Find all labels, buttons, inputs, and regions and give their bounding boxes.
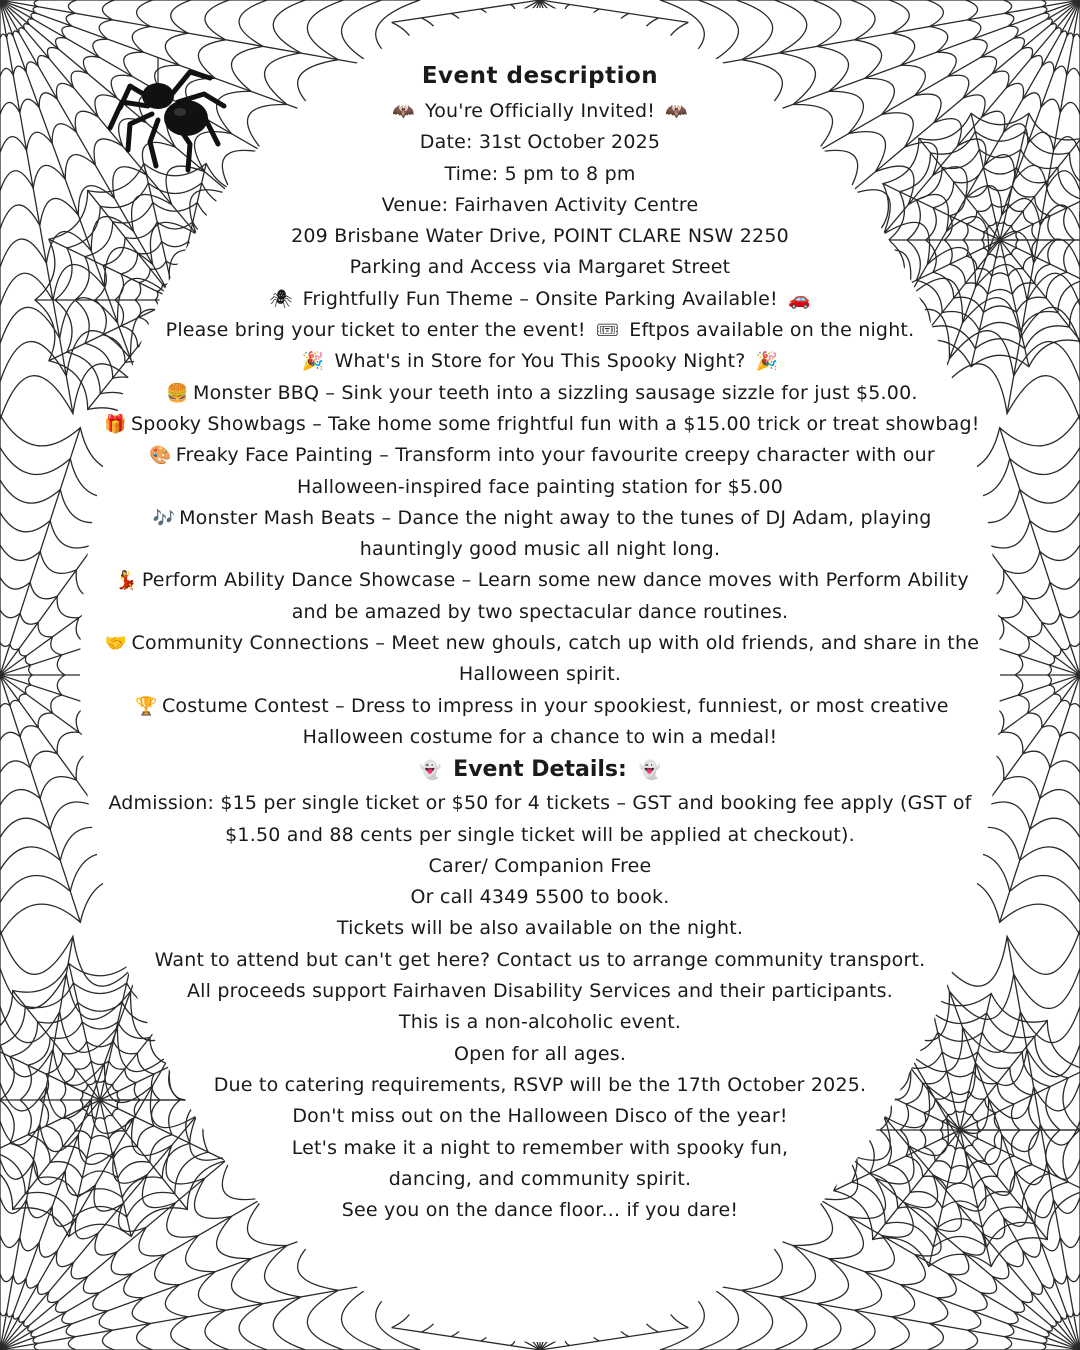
bat-icon: 🦇 <box>392 101 415 122</box>
list-item <box>100 503 980 566</box>
list-item <box>100 565 980 628</box>
store-heading-text: What's in Store for You This Spooky Night? <box>334 350 746 373</box>
ghost-icon: 👻 <box>638 760 661 782</box>
dont-miss-text: Don't miss out on the Halloween Disco of the year! <box>292 1105 788 1128</box>
list-item <box>100 691 980 754</box>
gift-icon: 🎁 <box>104 413 128 435</box>
ghost-icon: 👻 <box>419 760 442 782</box>
address-line: 209 Brisbane Water Drive, POINT CLARE NSW 2250 <box>291 225 789 248</box>
burger-icon: 🍔 <box>166 382 190 404</box>
remember-text-a: Let's make it a night to remember with spooky fun, <box>291 1136 789 1159</box>
theme-text: Frightfully Fun Theme – Onsite Parking Available! <box>302 287 778 310</box>
theme-line <box>100 284 980 315</box>
venue-line: Venue: Fairhaven Activity Centre <box>381 193 699 216</box>
music-notes-icon: 🎶 <box>152 507 176 529</box>
carer-text: Carer/ Companion Free <box>428 854 652 877</box>
event-description <box>100 56 980 1226</box>
list-item <box>100 378 980 409</box>
list-item-text: Community Connections – Meet new ghouls, catch up with old friends, and share in the Halloween spirit. <box>131 632 980 686</box>
event-details-heading <box>100 753 980 788</box>
list-item <box>100 440 980 503</box>
list-item-text: Freaky Face Painting – Transform into your favourite creepy character with our Halloween-inspired face painting station for $5.00 <box>175 444 935 498</box>
bat-icon: 🦇 <box>665 101 688 122</box>
non-alcoholic-text: This is a non-alcoholic event. <box>398 1011 682 1034</box>
trophy-icon: 🏆 <box>135 695 158 717</box>
car-icon: 🚗 <box>788 288 811 310</box>
list-item <box>100 409 980 440</box>
list-item-text: Perform Ability Dance Showcase – Learn some new dance moves with Perform Ability and be amazed by two spectacular dance routines. <box>141 569 969 623</box>
tickets-night-text: Tickets will be also available on the night. <box>336 917 744 940</box>
remember-text-b: dancing, and community spirit. <box>388 1167 692 1190</box>
admission-text: Admission: $15 per single ticket or $50 for 4 tickets – GST and booking fee apply (GST of $1.50 and 88 cents per single ticket will be applied at checkout). <box>108 792 972 846</box>
list-item-text: Monster Mash Beats – Dance the night away to the tunes of DJ Adam, playing hauntingly good music all night long. <box>179 506 932 561</box>
palette-icon: 🎨 <box>149 445 172 467</box>
ticket-text-b: Eftpos available on the night. <box>629 319 915 342</box>
dancer-icon: 💃 <box>115 570 138 592</box>
parking-line: Parking and Access via Margaret Street <box>349 256 731 279</box>
party-popper-icon: 🎉 <box>755 351 779 373</box>
time-line: Time: 5 pm to 8 pm <box>444 162 636 185</box>
spider-icon: 🕷 <box>269 288 293 310</box>
list-item-text: Spooky Showbags – Take home some frightful fun with a $15.00 trick or treat showbag! <box>131 412 980 435</box>
store-list <box>100 378 980 754</box>
rsvp-text: Due to catering requirements, RSVP will be the 17th October 2025. <box>213 1073 867 1096</box>
invite-text: You're Officially Invited! <box>424 100 656 122</box>
list-item-text: Costume Contest – Dress to impress in your spookiest, funniest, or most creative Halloween costume for a chance to win a medal! <box>161 694 949 748</box>
ages-text: Open for all ages. <box>453 1042 627 1065</box>
handshake-icon: 🤝 <box>104 633 128 655</box>
proceeds-text: All proceeds support Fairhaven Disability Services and their participants. <box>186 980 893 1003</box>
ticket-icon: 🎟 <box>595 320 619 342</box>
store-heading <box>100 346 980 377</box>
page-title: Event description <box>421 63 659 89</box>
closing-text: See you on the dance floor... if you dare! <box>341 1199 739 1222</box>
party-popper-icon: 🎉 <box>301 351 325 373</box>
call-text: Or call 4349 5500 to book. <box>410 886 670 909</box>
list-item <box>100 628 980 691</box>
list-item-text: Monster BBQ – Sink your teeth into a sizzling sausage sizzle for just $5.00. <box>193 381 918 404</box>
spider-icon <box>100 58 250 178</box>
date-line: Date: 31st October 2025 <box>419 131 661 154</box>
event-details-heading-text: Event Details: <box>453 757 627 783</box>
ticket-line <box>100 315 980 346</box>
ticket-text-a: Please bring your ticket to enter the event! <box>165 319 586 342</box>
transport-text: Want to attend but can't get here? Contact us to arrange community transport. <box>154 948 926 971</box>
